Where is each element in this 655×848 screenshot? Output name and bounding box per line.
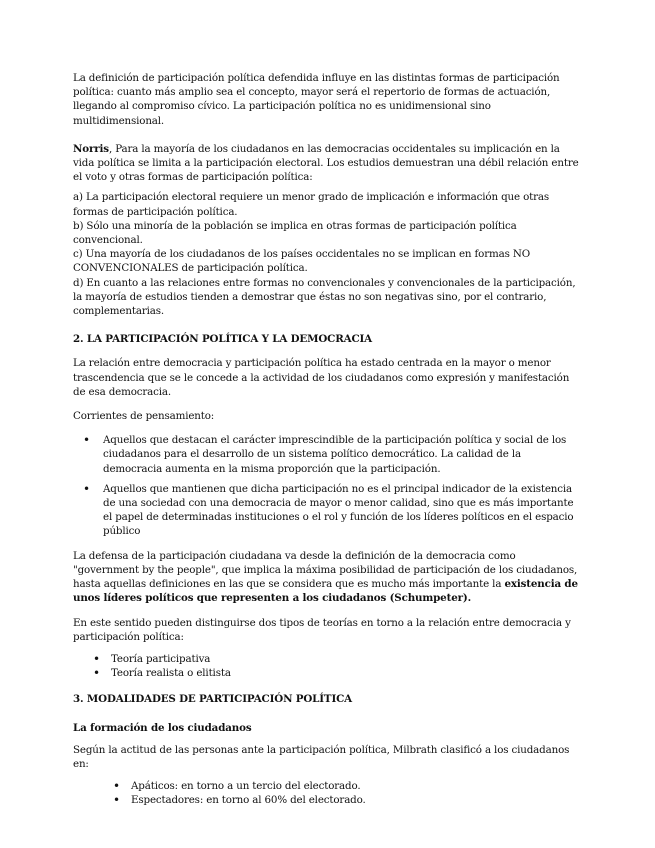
- list-item: • Aquellos que destacan el carácter imprescindible de la participación política y social de los ciudadanos para el desarrollo de un sistema político democrático. La calidad de la democracia aumenta en la misma proporción que la participación.: [103, 433, 583, 476]
- section-2-intro: La relación entre democracia y participación política ha estado centrada en la mayor o menor trascendencia que se le concede a la actividad de los ciudadanos como expresión y manifestación de esa democracia.: [73, 357, 570, 398]
- list-item: • Espectadores: en torno al 60% del electorado.: [131, 793, 583, 807]
- norris-paragraph: [73, 142, 583, 185]
- teorias-list: [73, 652, 583, 680]
- subsection-heading: La formación de los ciudadanos: [73, 721, 252, 734]
- defensa-bold-text: existencia de unos líderes políticos que representen a los ciudadanos (Schumpeter).: [73, 578, 578, 605]
- point-b: b) Sólo una minoría de la población se implica en otras formas de participación política convencional.: [73, 219, 517, 247]
- section-2-heading: 2. LA PARTICIPACIÓN POLÍTICA Y LA DEMOCRACIA: [73, 333, 373, 346]
- point-a: a) La participación electoral requiere un menor grado de implicación e información que otras formas de participación política.: [73, 191, 550, 218]
- norris-name: Norris: [73, 142, 109, 155]
- list-item: • Aquellos que mantienen que dicha participación no es el principal indicador de la existencia de una sociedad con una democracia de mayor o menor calidad, sino que es más importante el papel de determinadas instituciones o el rol y función de los líderes políticos en el espacio público: [103, 482, 583, 539]
- intro-paragraph: La definición de participación política defendida influye en las distintas formas de participación política: cuanto más amplio sea el concepto, mayor será el repertorio de formas de actuación, llegando al compromiso cívico. La participación política no es unidimensional sino multidimensional.: [73, 72, 560, 127]
- defensa-paragraph: [73, 549, 583, 606]
- milbrath-paragraph: Según la actitud de las personas ante la participación política, Milbrath clasificó a los ciudadanos en:: [73, 743, 570, 770]
- sentido-paragraph: En este sentido pueden distinguirse dos tipos de teorías en torno a la relación entre democracia y participación política:: [73, 616, 571, 643]
- list-item: • Teoría participativa: [111, 652, 583, 666]
- point-d: d) En cuanto a las relaciones entre formas no convencionales y convencionales de la participación, la mayoría de estudios tienden a demostrar que éstas no son negativas sino, por el contrario, complementarias.: [73, 276, 576, 318]
- corrientes-list: [73, 433, 583, 538]
- document-body: [73, 71, 583, 808]
- defensa-text: La defensa de la participación ciudadana va desde la definición de la democracia como "government by the people", que implica la máxima posibilidad de participación de los ciudadanos, hasta aquellas definiciones en las que se considera que es mucho más importante la: [73, 549, 578, 591]
- list-item: • Teoría realista o elitista: [111, 666, 583, 680]
- point-c: c) Una mayoría de los ciudadanos de los países occidentales no se implican en formas NO CONVENCIONALES de participación política.: [73, 248, 530, 275]
- section-3-heading: 3. MODALIDADES DE PARTICIPACIÓN POLÍTICA: [73, 693, 352, 706]
- norris-text: , Para la mayoría de los ciudadanos en las democracias occidentales su implicación en la vida política se limita a la participación electoral. Los estudios demuestran una débil relación entre el voto y otras formas de participación política:: [73, 142, 579, 184]
- tipos-list: [73, 779, 583, 807]
- list-item: • Apáticos: en torno a un tercio del electorado.: [131, 779, 583, 793]
- corrientes-label: Corrientes de pensamiento:: [73, 410, 215, 423]
